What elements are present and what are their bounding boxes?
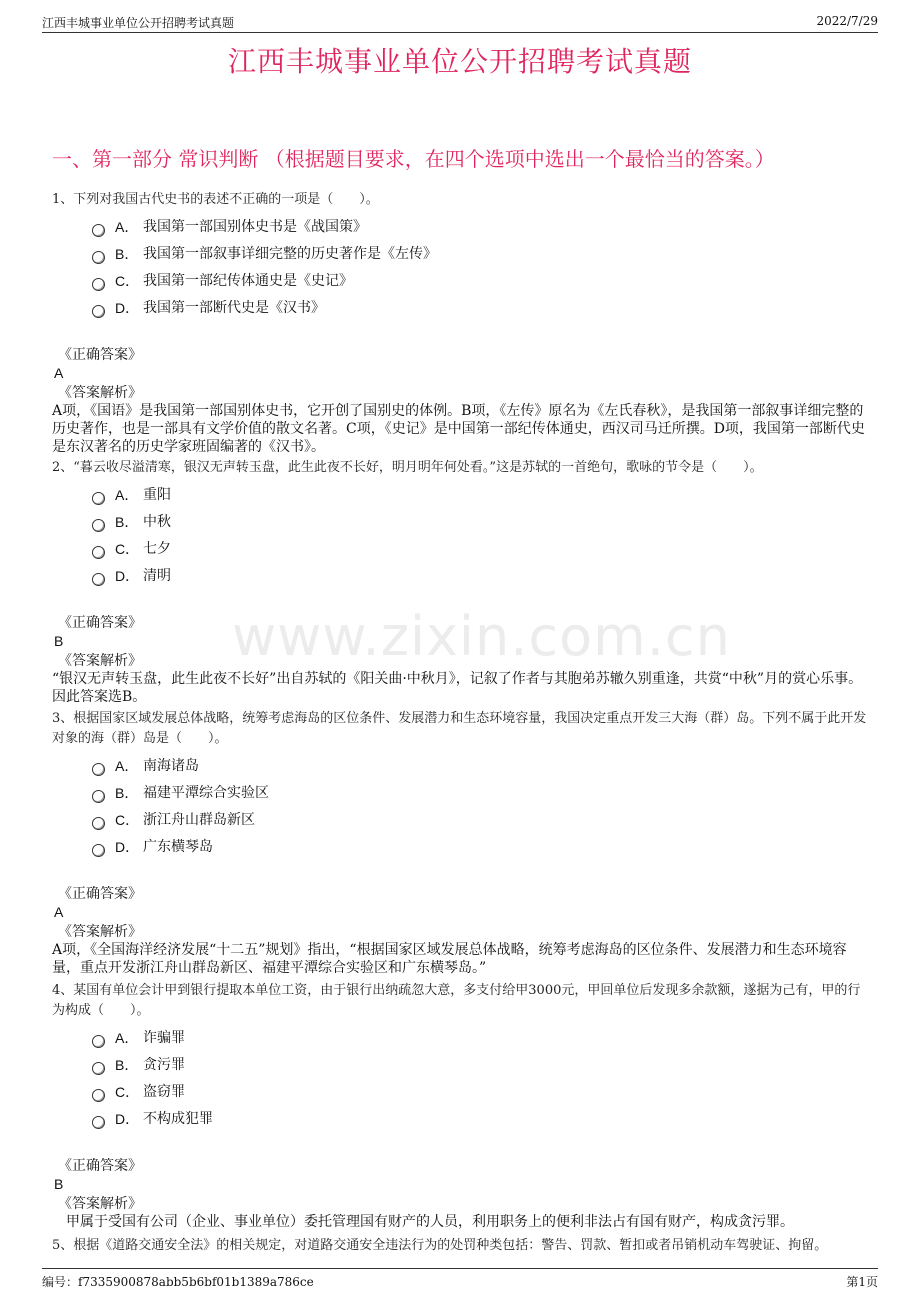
option-text: 我国第一部国别体史书是《战国策》 <box>143 219 367 235</box>
page-footer <box>42 1268 878 1291</box>
question-1 <box>52 190 872 456</box>
option-letter: A． <box>115 758 139 774</box>
header-doc-name: 江西丰城事业单位公开招聘考试真题 <box>42 16 235 30</box>
option-letter: C． <box>115 541 140 557</box>
analysis-label: 《答案解析》 <box>58 385 142 401</box>
option-list <box>92 482 872 590</box>
option-letter: B． <box>115 1057 139 1073</box>
option-c[interactable] <box>92 536 872 563</box>
option-a[interactable] <box>92 1025 872 1052</box>
correct-answer: A <box>54 904 64 920</box>
option-letter: C． <box>115 1084 140 1100</box>
answer-section <box>52 885 872 977</box>
radio-icon[interactable] <box>92 519 105 532</box>
question-2 <box>52 458 872 706</box>
radio-icon[interactable] <box>92 305 105 318</box>
question-stem: 4、某国有单位会计甲到银行提取本单位工资，由于银行出纳疏忽大意，多支付给甲3000元，甲回单位后发现多余款额，遂据为己有，甲的行为构成（ ）。 <box>52 983 861 1018</box>
radio-icon[interactable] <box>92 817 105 830</box>
radio-icon[interactable] <box>92 844 105 857</box>
option-text: 我国第一部断代史是《汉书》 <box>143 300 325 316</box>
option-list <box>92 1025 872 1133</box>
option-letter: D． <box>115 568 140 584</box>
option-letter: A． <box>115 1030 139 1046</box>
option-letter: D． <box>115 839 140 855</box>
option-c[interactable] <box>92 268 872 295</box>
option-letter: D． <box>115 300 140 316</box>
option-text: 广东横琴岛 <box>143 839 213 855</box>
option-d[interactable] <box>92 834 872 861</box>
page-number: 第1页 <box>846 1275 878 1289</box>
option-a[interactable] <box>92 214 872 241</box>
option-text: 我国第一部纪传体通史是《史记》 <box>143 273 353 289</box>
answer-label: 《正确答案》 <box>58 886 142 902</box>
document-title: 江西丰城事业单位公开招聘考试真题 <box>227 45 692 78</box>
document-id: 编号：f7335900878abb5b6bf01b1389a786ce <box>42 1275 314 1289</box>
correct-answer: B <box>54 1176 64 1192</box>
option-text: 清明 <box>143 568 171 584</box>
radio-icon[interactable] <box>92 251 105 264</box>
question-5 <box>52 1236 872 1256</box>
option-text: 不构成犯罪 <box>143 1111 213 1127</box>
option-b[interactable] <box>92 780 872 807</box>
radio-icon[interactable] <box>92 492 105 505</box>
option-text: 福建平潭综合实验区 <box>143 785 269 801</box>
option-list <box>92 214 872 322</box>
analysis-text: A项，《全国海洋经济发展“十二五”规划》指出，“根据国家区域发展总体战略，统筹考虑海岛的区位条件、发展潜力和生态环境容量，重点开发浙江舟山群岛新区、福建平潭综合实验区和广东横琴岛。” <box>52 942 847 976</box>
option-b[interactable] <box>92 241 872 268</box>
option-text: 浙江舟山群岛新区 <box>143 812 255 828</box>
radio-icon[interactable] <box>92 224 105 237</box>
radio-icon[interactable] <box>92 1035 105 1048</box>
option-text: 南海诸岛 <box>143 758 199 774</box>
header-date: 2022/7/29 <box>816 14 878 28</box>
answer-label: 《正确答案》 <box>58 1158 142 1174</box>
option-text: 七夕 <box>143 541 171 557</box>
answer-label: 《正确答案》 <box>58 615 142 631</box>
section-heading: 一、第一部分 常识判断 （根据题目要求，在四个选项中选出一个最恰当的答案。） <box>52 147 775 171</box>
question-stem: 3、根据国家区域发展总体战略，统筹考虑海岛的区位条件、发展潜力和生态环境容量，我国决定重点开发三大海（群）岛。下列不属于此开发对象的海（群）岛是（ ）。 <box>52 711 867 746</box>
question-3 <box>52 709 872 977</box>
correct-answer: A <box>54 365 64 381</box>
option-d[interactable] <box>92 563 872 590</box>
watermark: www.zixin.com.cn <box>232 605 731 668</box>
option-b[interactable] <box>92 509 872 536</box>
option-list <box>92 753 872 861</box>
option-a[interactable] <box>92 753 872 780</box>
answer-section <box>52 1157 872 1231</box>
radio-icon[interactable] <box>92 1116 105 1129</box>
option-a[interactable] <box>92 482 872 509</box>
option-letter: A． <box>115 487 139 503</box>
option-text: 重阳 <box>143 487 171 503</box>
option-c[interactable] <box>92 807 872 834</box>
option-letter: C． <box>115 273 140 289</box>
analysis-text: A项，《国语》是我国第一部国别体史书，它开创了国别史的体例。B项，《左传》原名为《左氏春秋》，是我国第一部叙事详细完整的历史著作，也是一部具有文学价值的散文名著。C项，《史记》是中国第一部纪传体通史，西汉司马迁所撰。D项，我国第一部断代史是东汉著名的历史学家班固编著的《汉书》。 <box>52 403 865 455</box>
option-text: 贪污罪 <box>143 1057 185 1073</box>
analysis-label: 《答案解析》 <box>58 653 142 669</box>
answer-section <box>52 614 872 706</box>
option-d[interactable] <box>92 1106 872 1133</box>
answer-label: 《正确答案》 <box>58 347 142 363</box>
option-d[interactable] <box>92 295 872 322</box>
option-letter: B． <box>115 514 139 530</box>
analysis-label: 《答案解析》 <box>58 1196 142 1212</box>
question-stem: 5、根据《道路交通安全法》的相关规定，对道路交通安全违法行为的处罚种类包括：警告、罚款、暂扣或者吊销机动车驾驶证、拘留。 <box>52 1238 828 1253</box>
question-stem: 1、下列对我国古代史书的表述不正确的一项是（ ）。 <box>52 192 379 207</box>
radio-icon[interactable] <box>92 1062 105 1075</box>
radio-icon[interactable] <box>92 1089 105 1102</box>
option-text: 盗窃罪 <box>143 1084 185 1100</box>
question-4 <box>52 981 872 1231</box>
radio-icon[interactable] <box>92 546 105 559</box>
option-text: 我国第一部叙事详细完整的历史著作是《左传》 <box>143 246 437 262</box>
option-text: 中秋 <box>143 514 171 530</box>
option-letter: D． <box>115 1111 140 1127</box>
answer-section <box>52 346 872 456</box>
analysis-text: “银汉无声转玉盘，此生此夜不长好”出自苏轼的《阳关曲·中秋月》，记叙了作者与其胞弟苏辙久别重逢，共赏“中秋”月的赏心乐事。因此答案选B。 <box>52 671 863 705</box>
analysis-label: 《答案解析》 <box>58 924 142 940</box>
option-letter: C． <box>115 812 140 828</box>
option-letter: B． <box>115 785 139 801</box>
radio-icon[interactable] <box>92 763 105 776</box>
option-text: 诈骗罪 <box>143 1030 185 1046</box>
radio-icon[interactable] <box>92 278 105 291</box>
question-stem: 2、“暮云收尽溢清寒，银汉无声转玉盘，此生此夜不长好，明月明年何处看。”这是苏轼的一首绝句，歌咏的节令是（ ）。 <box>52 460 763 475</box>
analysis-text: 甲属于受国有公司（企业、事业单位）委托管理国有财产的人员，利用职务上的便利非法占有国有财产，构成贪污罪。 <box>52 1214 794 1230</box>
option-c[interactable] <box>92 1079 872 1106</box>
correct-answer: B <box>54 633 64 649</box>
radio-icon[interactable] <box>92 573 105 586</box>
option-b[interactable] <box>92 1052 872 1079</box>
option-letter: B． <box>115 246 139 262</box>
radio-icon[interactable] <box>92 790 105 803</box>
option-letter: A． <box>115 219 139 235</box>
page-header <box>42 10 878 33</box>
